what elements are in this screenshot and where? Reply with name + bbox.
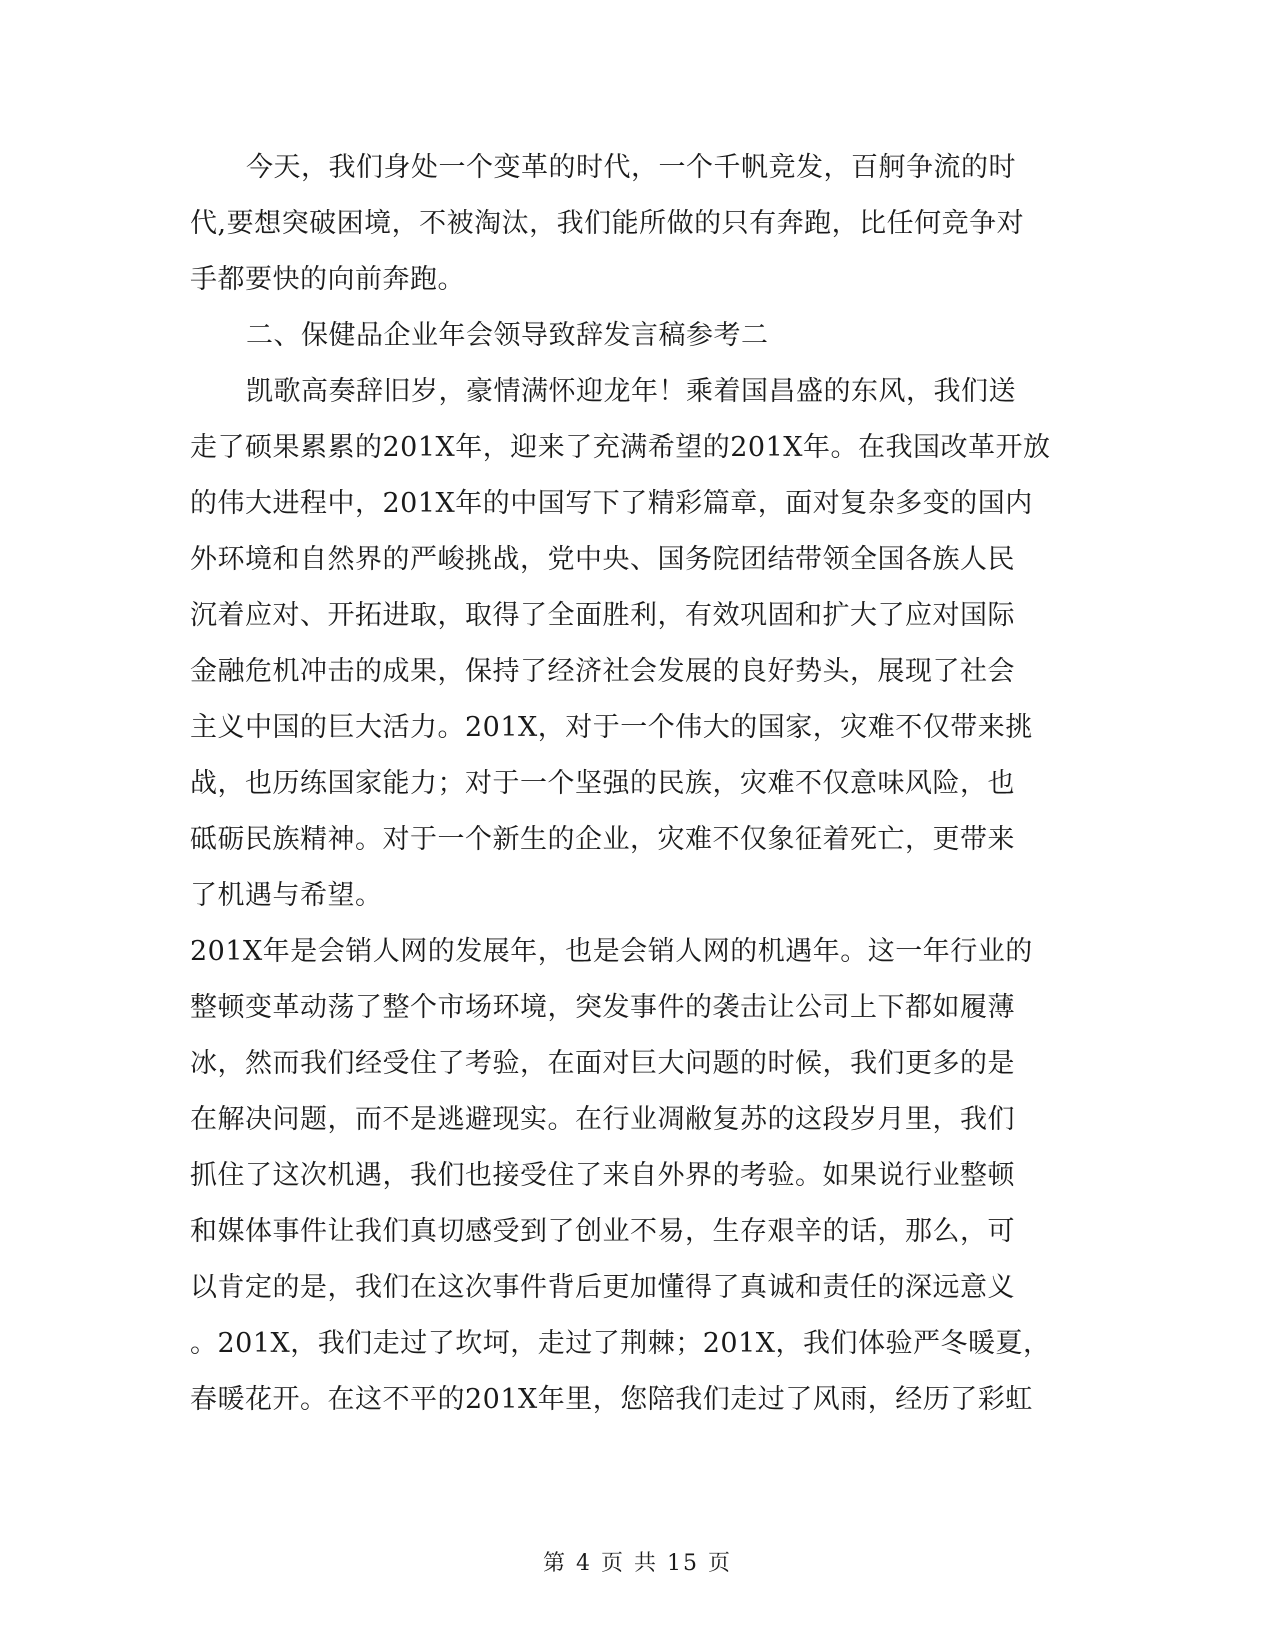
page-number: 第 4 页 共 15 页 (543, 1551, 732, 1576)
text-line: 金融危机冲击的成果，保持了经济社会发展的良好势头，展现了社会 (190, 656, 1015, 687)
text-line: 主义中国的巨大活力。201X，对于一个伟大的国家，灾难不仅带来挑 (190, 712, 1033, 743)
text-line: 春暖花开。在这不平的201X年里，您陪我们走过了风雨，经历了彩虹 (190, 1384, 1033, 1415)
text-line: 冰，然而我们经受住了考验，在面对巨大问题的时候，我们更多的是 (190, 1048, 1015, 1079)
text-line: 砥砺民族精神。对于一个新生的企业，灾难不仅象征着死亡，更带来 (190, 824, 1015, 855)
text-line: 外环境和自然界的严峻挑战，党中央、国务院团结带领全国各族人民 (190, 544, 1015, 575)
text-line: 。201X，我们走过了坎坷，走过了荆棘；201X，我们体验严冬暖夏， (190, 1328, 1051, 1359)
text-line: 整顿变革动荡了整个市场环境，突发事件的袭击让公司上下都如履薄 (190, 992, 1015, 1023)
text-line: 代,要想突破困境，不被淘汰，我们能所做的只有奔跑，比任何竞争对 (190, 208, 1025, 239)
text-line: 201X年是会销人网的发展年，也是会销人网的机遇年。这一年行业的 (190, 936, 1033, 967)
text-line: 今天，我们身处一个变革的时代，一个千帆竞发，百舸争流的时 (246, 152, 1016, 183)
text-line: 走了硕果累累的201X年，迎来了充满希望的201X年。在我国改革开放 (190, 432, 1051, 463)
text-line: 沉着应对、开拓进取，取得了全面胜利，有效巩固和扩大了应对国际 (190, 600, 1015, 631)
text-line: 凯歌高奏辞旧岁，豪情满怀迎龙年！乘着国昌盛的东风，我们送 (246, 376, 1016, 407)
section-heading: 二、保健品企业年会领导致辞发言稿参考二 (246, 320, 769, 351)
text-line: 手都要快的向前奔跑。 (190, 264, 465, 295)
text-line: 战，也历练国家能力；对于一个坚强的民族，灾难不仅意味风险，也 (190, 768, 1015, 799)
body-text (190, 140, 1070, 1428)
text-line: 和媒体事件让我们真切感受到了创业不易，生存艰辛的话，那么，可 (190, 1216, 1015, 1247)
text-line: 的伟大进程中，201X年的中国写下了精彩篇章，面对复杂多变的国内 (190, 488, 1033, 519)
text-line: 了机遇与希望。 (190, 880, 383, 911)
text-line: 在解决问题，而不是逃避现实。在行业凋敝复苏的这段岁月里，我们 (190, 1104, 1015, 1135)
text-line: 抓住了这次机遇，我们也接受住了来自外界的考验。如果说行业整顿 (190, 1160, 1015, 1191)
text-line: 以肯定的是，我们在这次事件背后更加懂得了真诚和责任的深远意义 (190, 1272, 1015, 1303)
page-footer (0, 1546, 1275, 1577)
